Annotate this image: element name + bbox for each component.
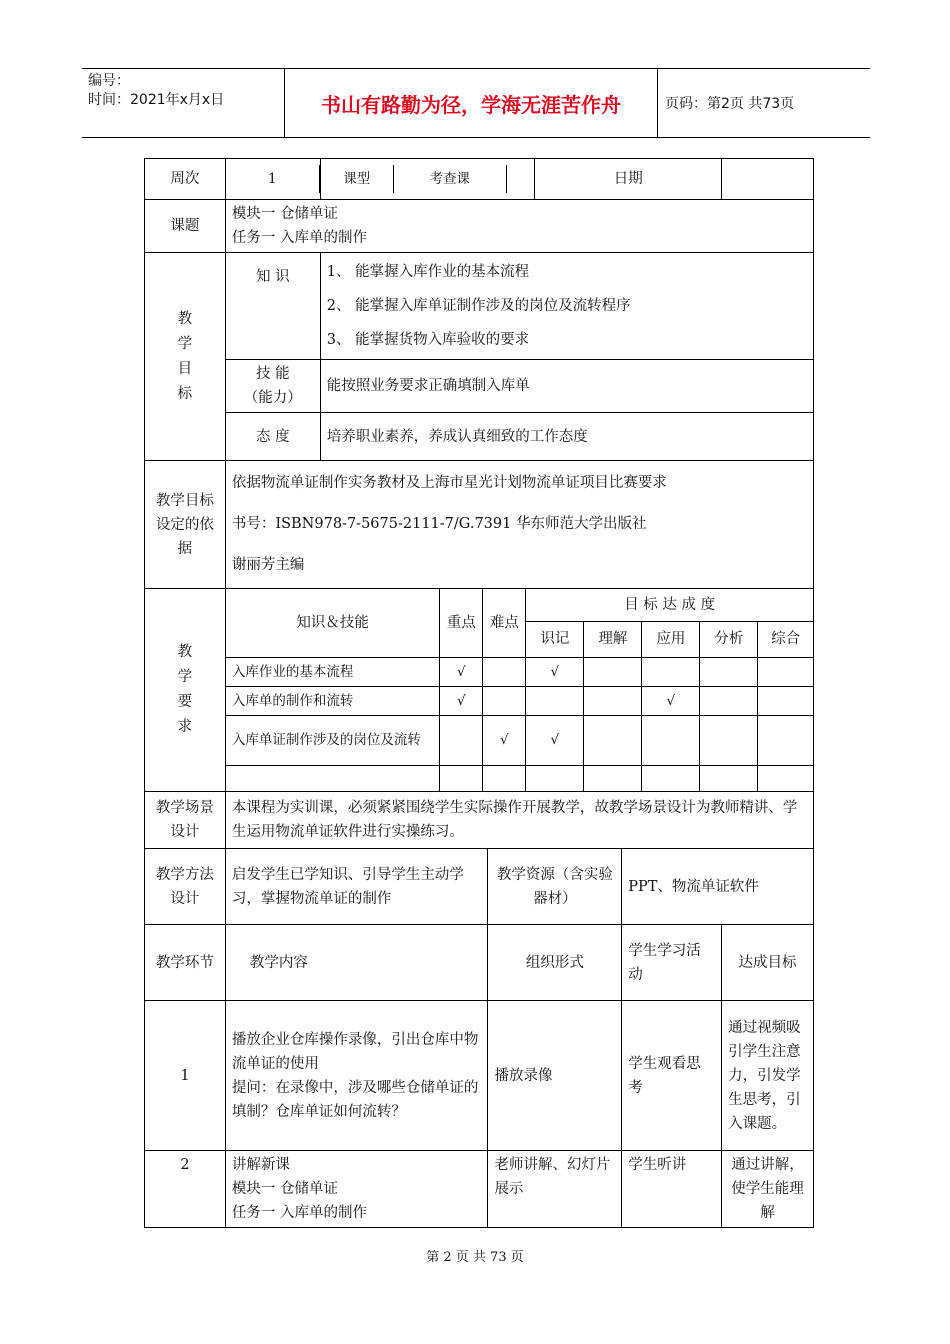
requirements-table bbox=[226, 589, 813, 791]
scene-row bbox=[145, 792, 814, 849]
topic-row bbox=[145, 200, 814, 253]
topic-line-2: 任务一 入库单的制作 bbox=[231, 230, 367, 246]
skill-text: 能按照业务要求正确填制入库单 bbox=[320, 360, 813, 413]
req-row-4 bbox=[226, 765, 813, 791]
header-motto: 书山有路勤为径，学海无涯苦作舟 bbox=[285, 69, 658, 137]
topic-line-1: 模块一 仓储单证 bbox=[231, 206, 338, 222]
basis-line-1: 依据物流单证制作实务教材及上海市星光计划物流单证项目比赛要求 bbox=[231, 475, 667, 491]
basis-row bbox=[145, 461, 814, 589]
basis-label: 教学目标设定的依据 bbox=[145, 461, 226, 589]
page-footer: 第 2 页 共 73 页 bbox=[426, 1250, 524, 1265]
basis-line-2: 书号：ISBN978-7-5675-2111-7/G.7391 华东师范大学出版社 bbox=[231, 516, 647, 532]
method-text: 启发学生已学知识、引导学生主动学习，掌握物流单证的制作 bbox=[225, 849, 488, 925]
level-recall: 识记 bbox=[526, 621, 584, 657]
goals-knowledge-row bbox=[145, 253, 814, 360]
level-understand: 理解 bbox=[584, 621, 642, 657]
req-row-1: 入库作业的基本流程 √ √ bbox=[226, 657, 813, 686]
method-row bbox=[145, 849, 814, 925]
page-header bbox=[82, 68, 870, 138]
knowledge-item-1: 1、 能掌握入库作业的基本流程 bbox=[326, 264, 530, 280]
goals-skill-row bbox=[145, 360, 814, 413]
level-analyze: 分析 bbox=[700, 621, 758, 657]
activity-header: 学生学习活动 bbox=[622, 925, 722, 1001]
goals-attitude-row bbox=[145, 413, 814, 461]
target-header: 目 标 达 成 度 bbox=[526, 589, 813, 621]
week-value: 1 bbox=[226, 165, 319, 193]
header-page: 页码：第2页 共73页 bbox=[665, 96, 795, 112]
resource-label: 教学资源（含实验器材） bbox=[488, 849, 622, 925]
type-value: 考查课 bbox=[393, 165, 506, 193]
process-row-1: 1 播放企业仓库操作录像，引出仓库中物流单证的使用 提问：在录像中，涉及哪些仓储单证的填制？仓库单证如何流转？ 播放录像 学生观看思考 通过视频吸引学生注意力，引发学生思考，引入课题。 bbox=[145, 1001, 814, 1151]
knowledge-item-3: 3、 能掌握货物入库验收的要求 bbox=[326, 332, 530, 348]
knowledge-item-2: 2、 能掌握入库单证制作涉及的岗位及流转程序 bbox=[326, 298, 631, 314]
knowledge-label: 知 识 bbox=[225, 253, 320, 360]
topic-label: 课题 bbox=[145, 200, 226, 253]
ks-header: 知识＆技能 bbox=[226, 589, 440, 657]
diff-header: 难点 bbox=[483, 589, 526, 657]
skill-label-1: 技 能 bbox=[255, 366, 290, 382]
process-header-row bbox=[145, 925, 814, 1001]
attitude-text: 培养职业素养，养成认真细致的工作态度 bbox=[320, 413, 813, 461]
scene-label: 教学场景设计 bbox=[145, 792, 226, 849]
level-apply: 应用 bbox=[642, 621, 700, 657]
lesson-plan-table bbox=[144, 158, 814, 1228]
requirements-label: 教 学 要 求 bbox=[145, 589, 226, 792]
week-label: 周次 bbox=[145, 159, 226, 200]
form-header: 组织形式 bbox=[488, 925, 622, 1001]
time-label: 时间：2021年x月x日 bbox=[88, 92, 225, 108]
process-row-2: 2 讲解新课 模块一 仓储单证 任务一 入库单的制作 老师讲解、幻灯片展示 学生听讲 通过讲解，使学生能理解 bbox=[145, 1151, 814, 1228]
goals-label: 教 学 目 标 bbox=[145, 253, 226, 461]
req-row-2: 入库单的制作和流转 √ √ bbox=[226, 686, 813, 715]
date-label: 日期 bbox=[535, 159, 722, 200]
date-value bbox=[722, 159, 814, 200]
header-meta bbox=[82, 69, 285, 137]
key-header: 重点 bbox=[440, 589, 483, 657]
requirements-row bbox=[145, 589, 814, 792]
skill-label-2: （能力） bbox=[243, 390, 302, 406]
method-label: 教学方法设计 bbox=[145, 849, 226, 925]
goal-header: 达成目标 bbox=[722, 925, 814, 1001]
resource-text: PPT、物流单证软件 bbox=[622, 849, 814, 925]
scene-text: 本课程为实训课，必须紧紧围绕学生实际操作开展教学，故教学场景设计为教师精讲、学生运用物流单证软件进行实操练习。 bbox=[225, 792, 813, 849]
step-header: 教学环节 bbox=[145, 925, 226, 1001]
type-label: 课型 bbox=[321, 165, 394, 193]
level-synthesize: 综合 bbox=[758, 621, 813, 657]
attitude-label: 态 度 bbox=[225, 413, 320, 461]
req-row-3: 入库单证制作涉及的岗位及流转 √ √ bbox=[226, 715, 813, 765]
week-row bbox=[145, 159, 814, 200]
content-header: 教学内容 bbox=[225, 925, 488, 1001]
basis-line-3: 谢丽芳主编 bbox=[231, 557, 305, 573]
number-label: 编号： bbox=[88, 73, 130, 89]
